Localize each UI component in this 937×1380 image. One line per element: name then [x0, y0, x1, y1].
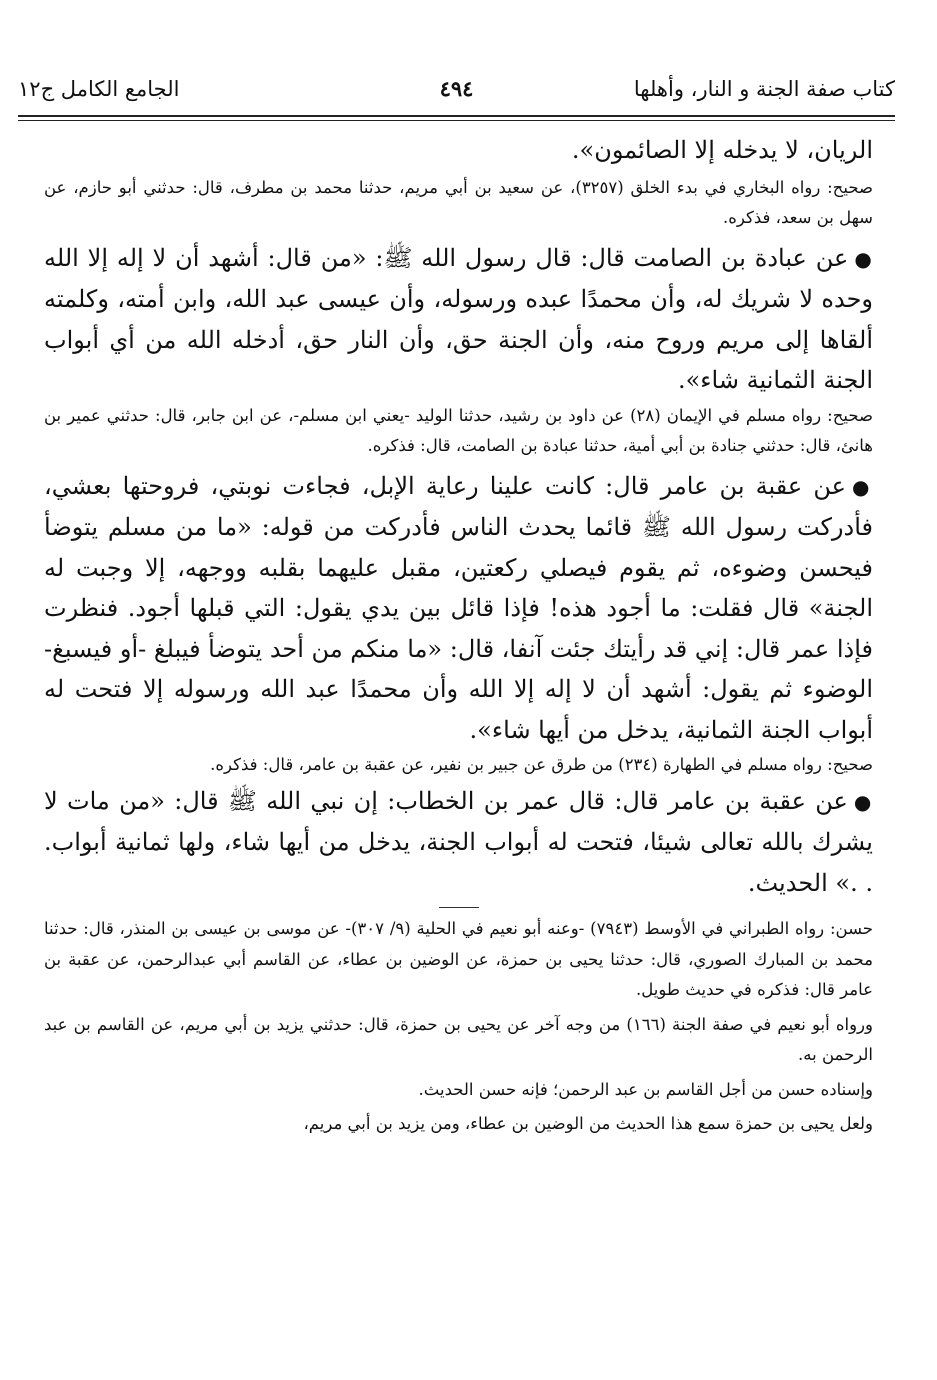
bullet-icon: ● [852, 474, 873, 499]
takhrij-note: صحيح: رواه البخاري في بدء الخلق (٣٢٥٧)، عن سعيد بن أبي مريم، حدثنا محمد بن مطرف، قال: حدثني أبو حازم، عن سهل بن سعد، فذكره. [44, 177, 873, 227]
book-section-title: كتاب صفة الجنة و النار، وأهلها [633, 77, 895, 101]
header-rule [18, 115, 895, 117]
bullet-icon: ● [854, 246, 874, 271]
hadith-continuation: الريان، لا يدخله إلا الصائمون». [571, 136, 873, 164]
bullet-icon: ● [853, 789, 874, 814]
page-body [44, 130, 873, 1140]
hadith-text: عن عبادة بن الصامت قال: قال رسول الله ﷺ: «من قال: أشهد أن لا إله إلا الله وحده لا شريك له، وأن محمدًا عبده ورسوله، وأن عيسى عبد الله، وابن أمته، وكلمته ألقاها إلى مريم وروح منه، وأن الجنة حق، وأن النار حق، أدخله الله من أي أبواب الجنة الثمانية شاء». [44, 243, 873, 394]
running-header [18, 74, 895, 114]
takhrij-note: ولعل يحيى بن حمزة سمع هذا الحديث من الوضين بن عطاء، ومن يزيد بن أبي مريم، [303, 1114, 873, 1133]
takhrij-note: وإسناده حسن من أجل القاسم بن عبد الرحمن؛ فإنه حسن الحديث. [418, 1079, 873, 1099]
hadith-text: عن عقبة بن عامر قال: كانت علينا رعاية الإبل، فجاءت نوبتي، فروحتها بعشي، فأدركت رسول الله ﷺ قائما يحدث الناس فأدركت من قوله: «ما من مسلم يتوضأ فيحسن وضوءه، ثم يقوم فيصلي ركعتين، مقبل عليهما بقلبه ووجهه، إلا وجبت له الجنة» قال فقلت: ما أجود هذه! فإذا قائل بين يدي يقول: التي قبلها أجود. فنظرت فإذا عمر قال: إني قد رأيتك جئت آنفا، قال: «ما منكم من أحد يتوضأ فيبلغ -أو فيسبغ- الوضوء ثم يقول: أشهد أن لا إله إلا الله وأن محمدًا عبد الله ورسوله إلا فتحت له أبواب الجنة الثمانية، يدخل من أيها شاء». [44, 471, 873, 744]
takhrij-note: حسن: رواه الطبراني في الأوسط (٧٩٤٣) -وعنه أبو نعيم في الحلية (٩/ ٣٠٧)- عن موسى بن عيسى بن المنذر، قال: حدثنا محمد بن المبارك الصوري، قال: حدثنا يحيى بن حمزة، عن الوضين بن عطاء، عن القاسم أبي عبدالرحمن، عن عقبة بن عامر قال: فذكره في حديث طويل. [44, 919, 873, 999]
takhrij-note: ورواه أبو نعيم في صفة الجنة (١٦٦) من وجه آخر عن يحيى بن حمزة، قال: حدثني يزيد بن أبي مريم، عن القاسم بن عبد الرحمن به. [44, 1014, 873, 1064]
hadith-paragraph [44, 238, 873, 401]
header-rule-thin [18, 120, 895, 121]
section-divider [439, 907, 479, 908]
page-number: ٤٩٤ [439, 76, 474, 101]
takhrij-note: صحيح: رواه مسلم في الطهارة (٢٣٤) من طرق عن جبير بن نفير، عن عقبة بن عامر، قال: فذكره. [210, 755, 873, 774]
hadith-paragraph [44, 466, 873, 751]
takhrij-note: صحيح: رواه مسلم في الإيمان (٢٨) عن داود بن رشيد، حدثنا الوليد -يعني ابن مسلم-، عن ابن جابر، قال: حدثني عمير بن هانئ، قال: حدثني جنادة بن أبي أمية، حدثنا عبادة بن الصامت، قال: فذكره. [44, 405, 873, 455]
book-title: الجامع الكامل ج١٢ [18, 77, 180, 101]
hadith-paragraph [44, 781, 873, 904]
hadith-text: عن عقبة بن عامر قال: قال عمر بن الخطاب: إن نبي الله ﷺ قال: «من مات لا يشرك بالله تعالى شيئا، فتحت له أبواب الجنة، يدخل من أيها شاء، ولها ثمانية أبواب. . .» الحديث. [44, 786, 873, 897]
